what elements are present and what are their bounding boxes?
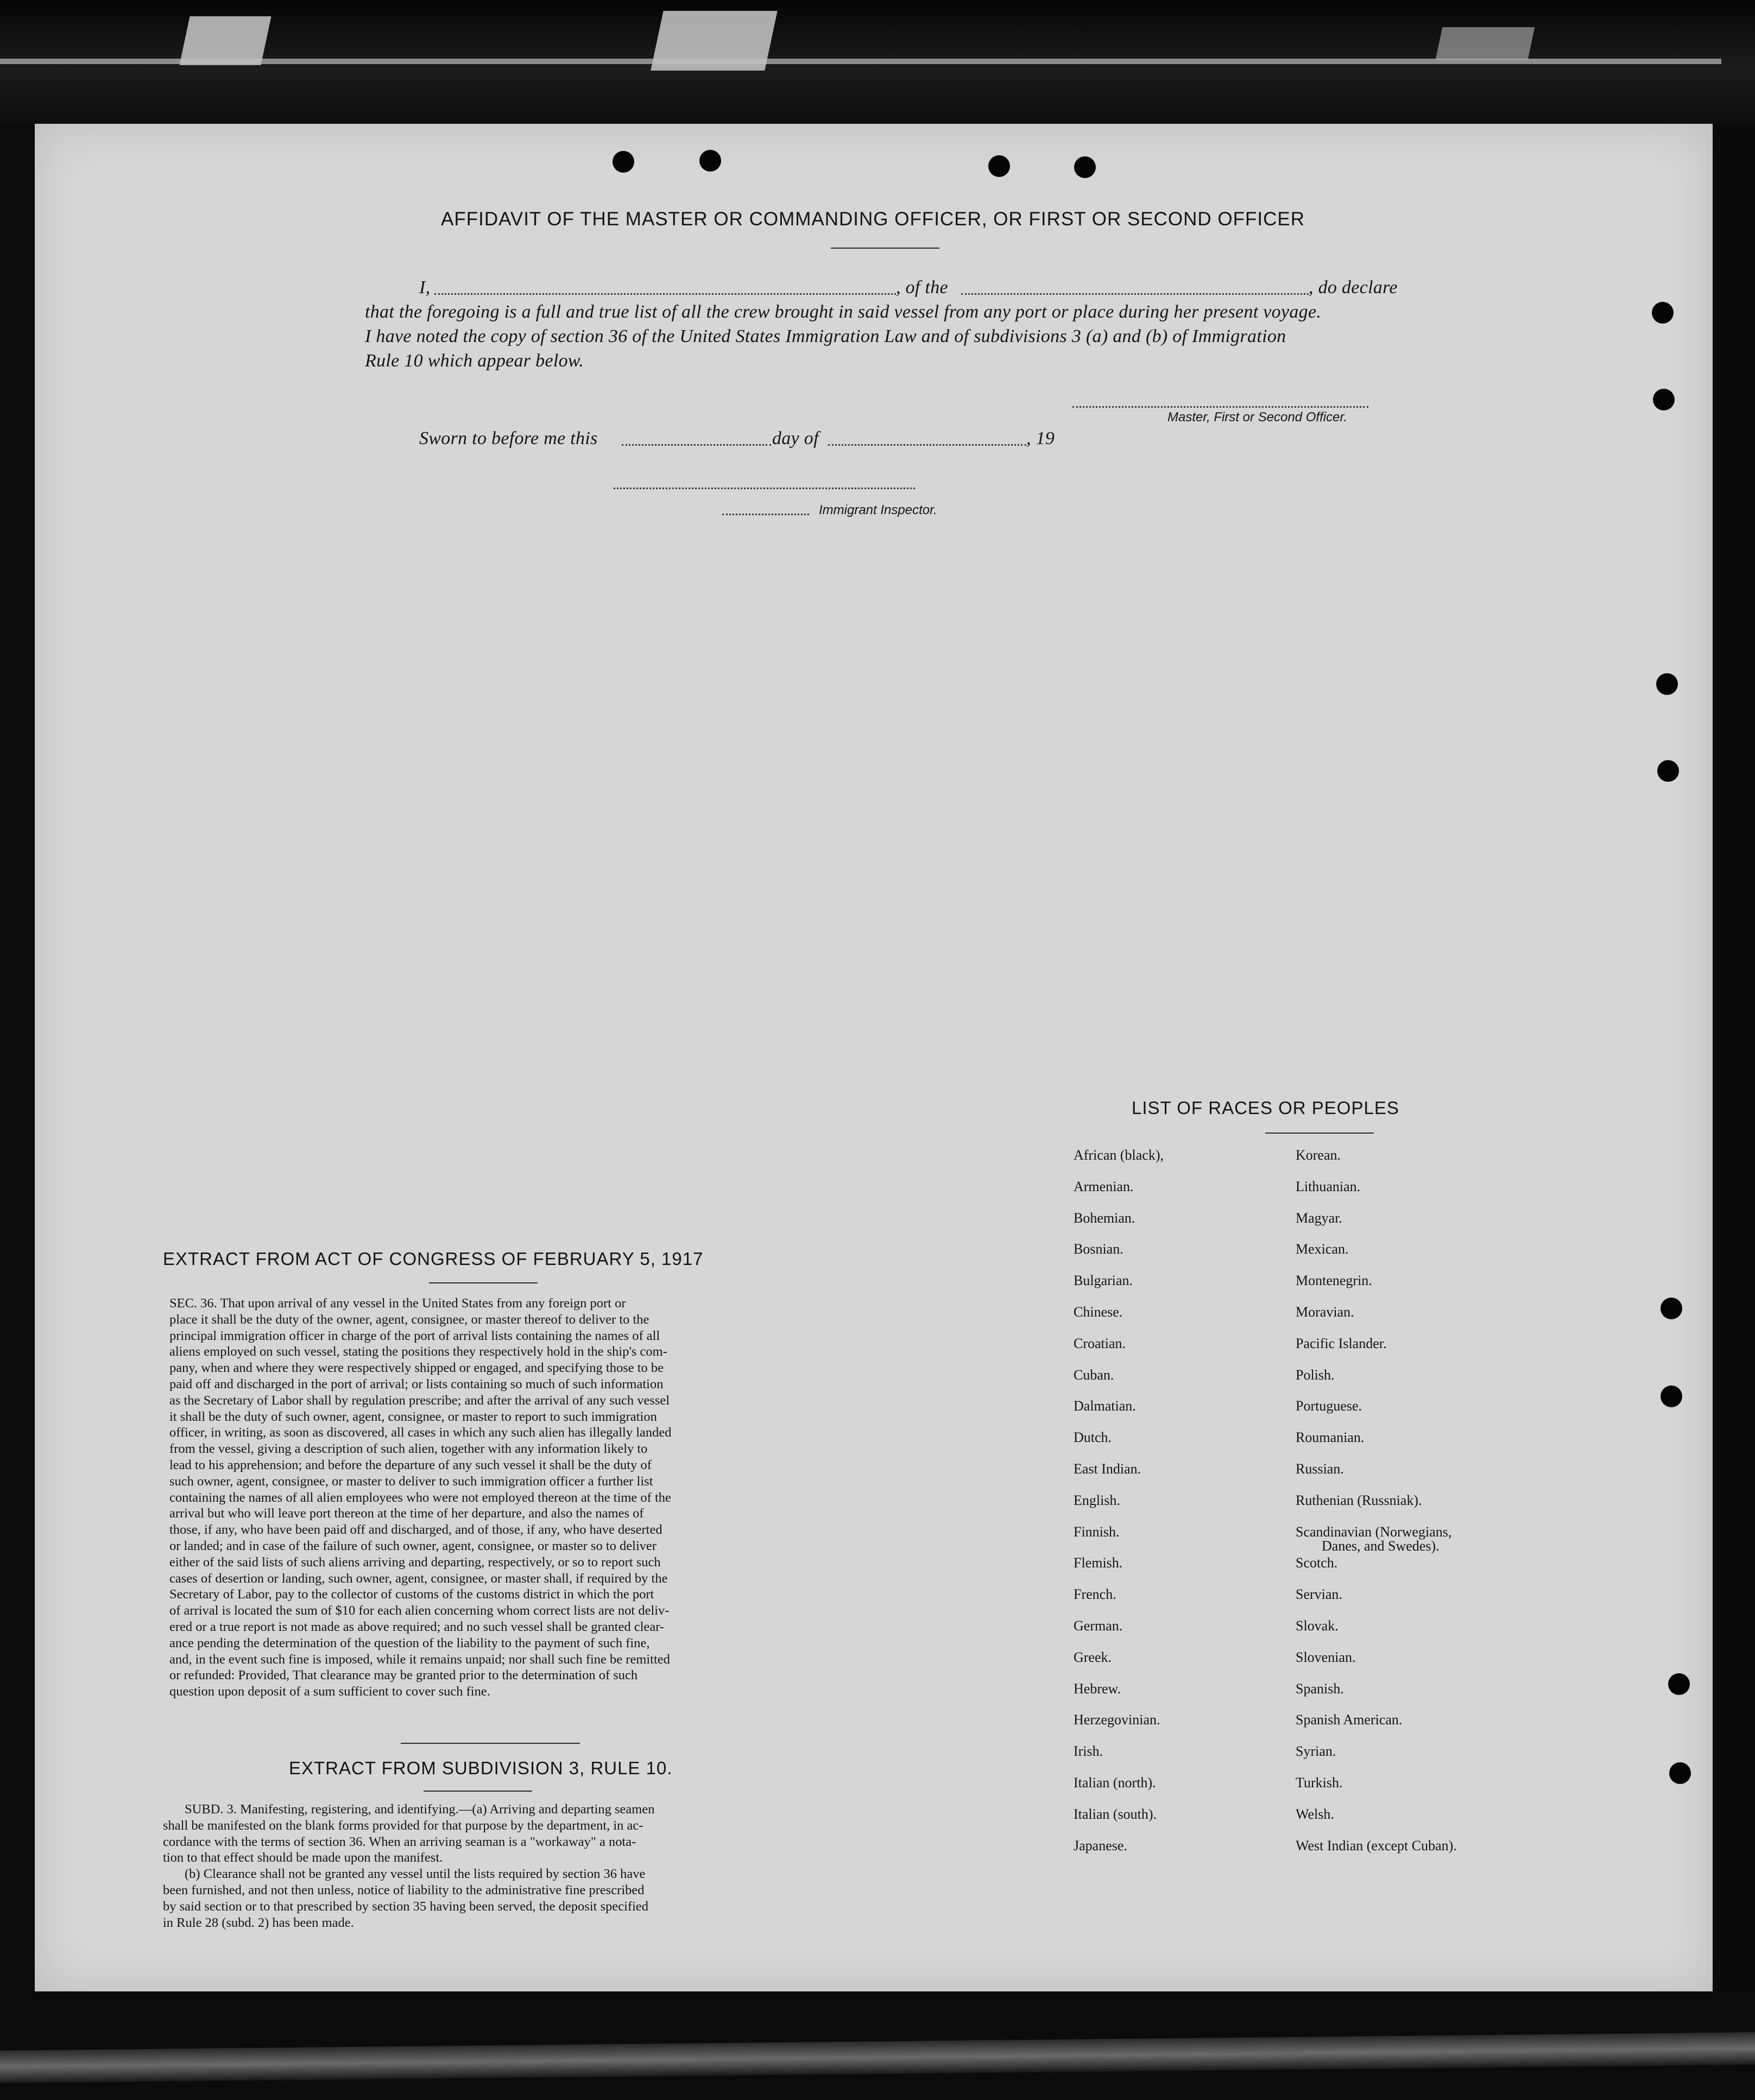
text-line: aliens employed on such vessel, stating the positions they respectively hold in the ship's com- — [169, 1344, 667, 1359]
race-item-scandinavian-line2: Danes, and Swedes). — [1322, 1538, 1440, 1554]
affidavit-i: I, — [419, 277, 431, 298]
text-line: such owner, agent, consignee, or master to deliver to such immigration officer a further list — [169, 1473, 653, 1489]
race-item: Bosnian. — [1074, 1241, 1123, 1257]
race-item: Croatian. — [1074, 1335, 1126, 1351]
scan-strip — [0, 59, 1721, 64]
race-item: Syrian. — [1296, 1743, 1336, 1760]
affidavit-line2: that the foregoing is a full and true list of all the crew brought in said vessel from any port or place during her present voyage. — [365, 302, 1322, 322]
race-item: Slovenian. — [1296, 1649, 1356, 1665]
affidavit-line4: Rule 10 which appear below. — [365, 351, 584, 371]
race-item: Armenian. — [1074, 1178, 1134, 1194]
race-item: Russian. — [1296, 1460, 1344, 1477]
extract-act-text — [169, 1295, 777, 1700]
master-signature-label: Master, First or Second Officer. — [1167, 410, 1348, 425]
race-item: West Indian (except Cuban). — [1296, 1837, 1457, 1854]
race-item: Hebrew. — [1074, 1680, 1121, 1697]
text-line: containing the names of all alien employees who were not employed thereon at the time of the — [169, 1490, 671, 1505]
text-line: pany, when and where they were respectively shipped or engaged, and specifying those to be — [169, 1361, 664, 1376]
race-item: Ruthenian (Russniak). — [1296, 1492, 1422, 1508]
day-blank[interactable] — [622, 444, 771, 446]
text-line: and, in the event such fine is imposed, while it remains unpaid; nor shall such fine be remitted — [169, 1652, 670, 1667]
inspector-signature-blank[interactable] — [614, 488, 915, 489]
punch-hole — [1074, 156, 1096, 178]
text-line: shall be manifested on the blank forms provided for that purpose by the department, in ac- — [163, 1818, 643, 1833]
race-item: French. — [1074, 1586, 1116, 1603]
punch-hole — [1661, 1386, 1682, 1407]
punch-hole — [1657, 760, 1679, 782]
race-item: English. — [1074, 1492, 1120, 1508]
race-item: Welsh. — [1296, 1806, 1334, 1822]
text-line: ance pending the determination of the question of the liability to the payment of such fine, — [169, 1635, 650, 1650]
race-item: Dutch. — [1074, 1429, 1112, 1446]
race-item: Herzegovinian. — [1074, 1712, 1160, 1728]
affidavit-title: AFFIDAVIT OF THE MASTER OR COMMANDING OFFICER, OR FIRST OR SECOND OFFICER — [441, 208, 1305, 230]
text-line: (b) Clearance shall not be granted any vessel until the lists required by section 36 have — [185, 1867, 646, 1882]
text-line: tion to that effect should be made upon the manifest. — [163, 1850, 443, 1865]
race-item: Roumanian. — [1296, 1429, 1365, 1446]
race-item: Flemish. — [1074, 1555, 1123, 1571]
text-line: those, if any, who have been paid off and discharged, and of those, if any, who have deserted — [169, 1522, 662, 1538]
document-page — [35, 124, 1713, 1991]
text-line: of arrival is located the sum of $10 for each alien concerning whom correct lists are not deliv- — [169, 1603, 670, 1618]
text-line: or landed; and in case of the failure of such owner, agent, consignee, or master so to deliver — [169, 1538, 657, 1553]
scan-tab — [179, 16, 271, 65]
text-line: cases of desertion or landing, such owner, agent, consignee, or master shall, if required by the — [169, 1571, 668, 1586]
text-line: or refunded: Provided, That clearance may be granted prior to the determination of such — [169, 1668, 638, 1683]
text-line: question upon deposit of a sum sufficient to cover such fine. — [169, 1684, 490, 1699]
text-line: principal immigration officer in charge of the port of arrival lists containing the names of all — [169, 1328, 660, 1343]
extract-act-rule — [429, 1282, 538, 1283]
race-item: Moravian. — [1296, 1304, 1354, 1320]
affidavit-line3: I have noted the copy of section 36 of the United States Immigration Law and of subdivisions 3 (a) and (b) of Immigration — [365, 326, 1286, 346]
affidavit-of-the: , of the — [896, 277, 948, 298]
race-item: Pacific Islander. — [1296, 1335, 1387, 1351]
scan-bottom-border — [0, 2032, 1755, 2083]
punch-hole — [613, 151, 634, 173]
text-line: from the vessel, giving a description of such alien, together with any information likely to — [169, 1441, 648, 1457]
race-item: Spanish. — [1296, 1680, 1344, 1697]
race-item: Portuguese. — [1296, 1398, 1362, 1414]
text-line: by said section or to that prescribed by section 35 having been served, the deposit specified — [163, 1899, 648, 1914]
text-line: Secretary of Labor, pay to the collector of customs of the customs district in which the port — [169, 1587, 654, 1602]
race-item: Spanish American. — [1296, 1712, 1403, 1728]
race-item-scandinavian — [1296, 1524, 1457, 1555]
punch-hole — [988, 155, 1010, 177]
text-line: as the Secretary of Labor shall by regulation prescribe; and after the arrival of any such vessel — [169, 1393, 670, 1408]
races-left-column — [1074, 1147, 1164, 1869]
text-line: paid off and discharged in the port of arrival; or lists containing so much of such information — [169, 1376, 664, 1391]
extract-act-title: EXTRACT FROM ACT OF CONGRESS OF FEBRUARY 5, 1917 — [163, 1249, 704, 1269]
name-blank[interactable] — [434, 293, 896, 295]
punch-hole — [1668, 1673, 1690, 1695]
races-title-rule — [1265, 1133, 1374, 1134]
text-line: lead to his apprehension; and before the departure of any such vessel it shall be the duty of — [169, 1457, 652, 1472]
race-item: Servian. — [1296, 1586, 1342, 1603]
inspector-name-blank[interactable] — [722, 514, 809, 515]
text-line: in Rule 28 (subd. 2) has been made. — [163, 1915, 354, 1930]
race-item: Italian (south). — [1074, 1806, 1157, 1822]
race-item: Cuban. — [1074, 1367, 1114, 1383]
race-item: Japanese. — [1074, 1837, 1127, 1854]
text-line: cordance with the terms of section 36. When an arriving seaman is a "workaway" a nota- — [163, 1834, 636, 1849]
scan-right-border — [1713, 124, 1755, 1991]
race-item: Mexican. — [1296, 1241, 1349, 1257]
text-line: place it shall be the duty of the owner, agent, consignee, or master thereof to deliver to the — [169, 1312, 649, 1327]
race-item: East Indian. — [1074, 1460, 1141, 1477]
affidavit-declare: , do declare — [1309, 277, 1398, 298]
text-line: SUBD. 3. Manifesting, registering, and identifying.—(a) Arriving and departing seamen — [185, 1802, 655, 1817]
text-line: been furnished, and not then unless, notice of liability to the administrative fine prescribed — [163, 1882, 645, 1897]
punch-hole — [699, 150, 721, 172]
race-item: Dalmatian. — [1074, 1398, 1136, 1414]
race-item: Korean. — [1296, 1147, 1341, 1163]
master-signature-blank[interactable] — [1072, 406, 1368, 408]
race-item: Slovak. — [1296, 1617, 1339, 1634]
race-item: Montenegrin. — [1296, 1273, 1372, 1289]
text-line: SEC. 36. That upon arrival of any vessel in the United States from any foreign port or — [169, 1296, 626, 1311]
races-right-column — [1296, 1147, 1457, 1869]
extract-rule-title: EXTRACT FROM SUBDIVISION 3, RULE 10. — [289, 1758, 673, 1778]
race-item: Bulgarian. — [1074, 1273, 1133, 1289]
extract-rule-text — [163, 1801, 777, 1931]
sworn-day-of: day of — [772, 428, 819, 448]
extract-act-end-rule — [401, 1743, 580, 1744]
race-item: Finnish. — [1074, 1523, 1120, 1540]
race-item: Bohemian. — [1074, 1210, 1135, 1226]
race-item: Chinese. — [1074, 1304, 1123, 1320]
extract-rule-rule — [424, 1791, 532, 1792]
text-line: arrival but who will leave port thereon at the time of her departure, and also the names of — [169, 1506, 644, 1521]
races-title: LIST OF RACES OR PEOPLES — [1132, 1098, 1399, 1118]
text-line: either of the said lists of such aliens arriving and departing, respectively, or so to report such — [169, 1554, 661, 1570]
title-rule — [831, 248, 939, 249]
text-line: officer, in writing, as soon as discovered, all cases in which any such alien has illegally landed — [169, 1425, 672, 1440]
punch-hole — [1661, 1298, 1682, 1319]
race-item: German. — [1074, 1617, 1123, 1634]
race-item: Magyar. — [1296, 1210, 1342, 1226]
race-item: Polish. — [1296, 1367, 1335, 1383]
race-item-scandinavian-line1: Scandinavian (Norwegians, — [1296, 1523, 1452, 1540]
punch-hole — [1656, 673, 1678, 695]
race-item: Italian (north). — [1074, 1774, 1156, 1791]
punch-hole — [1669, 1762, 1691, 1784]
scan-tab — [1436, 27, 1535, 60]
sworn-prefix: Sworn to before me this — [419, 428, 598, 448]
sworn-year: , 19 — [1026, 428, 1055, 448]
inspector-label: Immigrant Inspector. — [819, 503, 937, 517]
race-item: African (black), — [1074, 1147, 1164, 1163]
vessel-blank[interactable] — [961, 293, 1309, 295]
punch-hole — [1652, 302, 1674, 324]
race-item: Lithuanian. — [1296, 1178, 1361, 1194]
race-item: Scotch. — [1296, 1555, 1338, 1571]
month-blank[interactable] — [828, 444, 1026, 446]
text-line: ered or a true report is not made as above required; and no such vessel shall be granted clear- — [169, 1619, 665, 1634]
race-item: Turkish. — [1296, 1774, 1343, 1791]
race-item: Greek. — [1074, 1649, 1112, 1665]
race-item: Irish. — [1074, 1743, 1103, 1760]
text-line: it shall be the duty of such owner, agent, consignee, or master to report to such immigration — [169, 1409, 657, 1424]
punch-hole — [1653, 389, 1675, 410]
